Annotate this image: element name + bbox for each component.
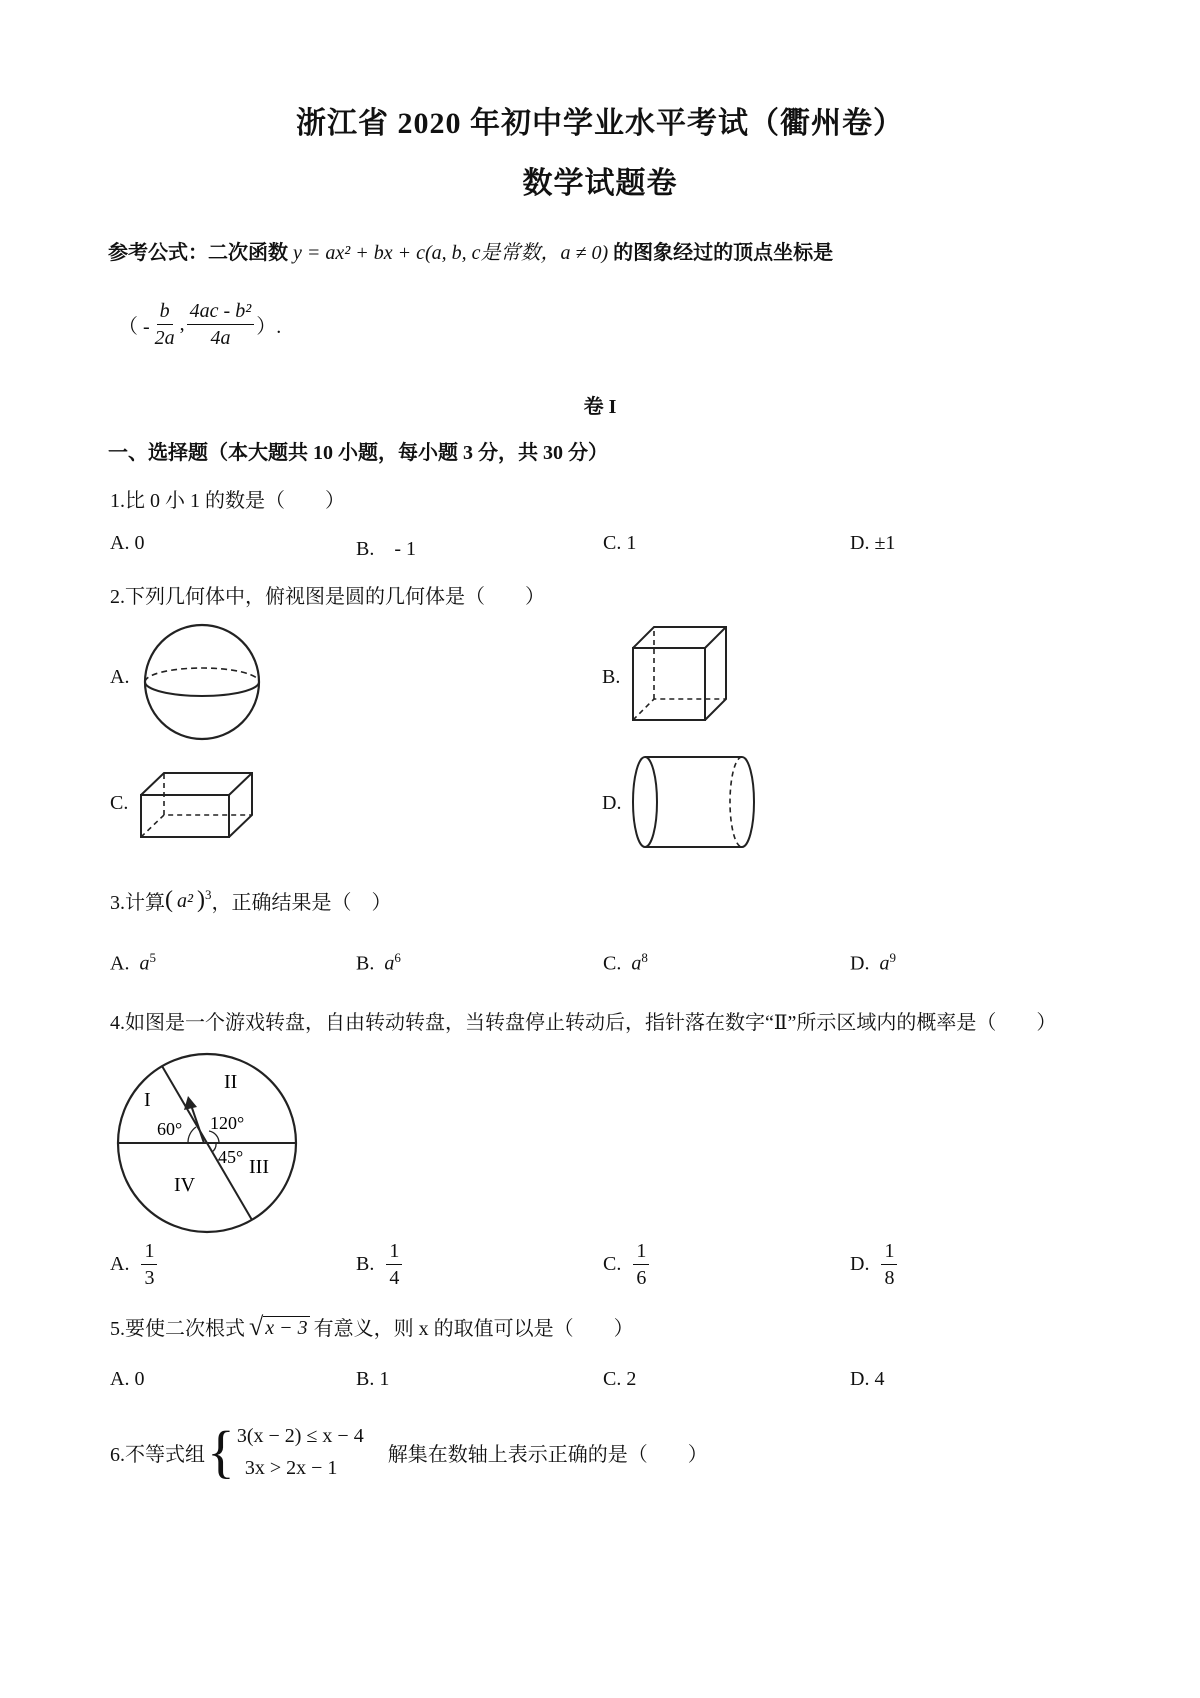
sphere-figure bbox=[140, 620, 265, 745]
q5-radicand: x − 3 bbox=[265, 1316, 308, 1339]
q4-a-label: A. bbox=[110, 1253, 130, 1275]
q5-option-b: B. 1 bbox=[356, 1368, 390, 1390]
q1-option-c: C. 1 bbox=[603, 532, 637, 554]
question-3-stem bbox=[110, 886, 392, 915]
q3-b-base: a bbox=[384, 952, 395, 975]
q2-option-d: D. bbox=[602, 792, 622, 814]
q5-option-c: C. 2 bbox=[603, 1368, 637, 1390]
q4-d-label: D. bbox=[850, 1253, 870, 1275]
q4-option-b bbox=[356, 1240, 404, 1289]
q3-expression: ( a² )$^3$ bbox=[165, 887, 212, 913]
vertex-close: ）. bbox=[256, 316, 282, 338]
q4-b-label: B. bbox=[356, 1253, 375, 1275]
q4-c-den: 6 bbox=[636, 1267, 647, 1289]
volume-label: 卷 I bbox=[583, 396, 617, 418]
vertex-separator: , bbox=[179, 313, 185, 335]
q3-b-exp: 6 bbox=[394, 950, 401, 965]
brace-icon: { bbox=[207, 1419, 235, 1484]
q3-a-label: A. bbox=[110, 952, 130, 975]
cube-figure bbox=[630, 624, 730, 724]
q5-suffix: 有意义，则 x 的取值可以是（ ） bbox=[313, 1318, 634, 1340]
q2-option-a: A. bbox=[110, 666, 130, 688]
region-iii-label: III bbox=[249, 1156, 269, 1178]
radical-sign-icon: √ bbox=[249, 1311, 264, 1341]
q5-option-a: A. 0 bbox=[110, 1368, 145, 1390]
q3-c-base: a bbox=[631, 952, 642, 975]
cuboid-figure bbox=[138, 770, 256, 840]
vertex-open: （ - bbox=[118, 316, 150, 338]
q4-c-num: 1 bbox=[633, 1240, 649, 1265]
q4-c-label: C. bbox=[603, 1253, 622, 1275]
question-5-stem bbox=[110, 1312, 634, 1341]
vertex-y-fraction bbox=[187, 300, 255, 349]
vertex-y-numerator: 4ac - b² bbox=[187, 300, 255, 325]
q3-option-c bbox=[603, 950, 648, 976]
page-subtitle: 数学试题卷 bbox=[522, 167, 678, 200]
spinner-figure bbox=[112, 1048, 302, 1238]
q5-radical bbox=[249, 1311, 310, 1341]
q1-option-b: B. - 1 bbox=[356, 538, 416, 560]
q4-d-fraction bbox=[881, 1240, 897, 1289]
angle-60-label: 60° bbox=[157, 1119, 183, 1139]
formula-label: 参考公式：二次函数 bbox=[108, 242, 288, 264]
vertex-x-denominator: 2a bbox=[154, 327, 175, 349]
page-title: 浙江省 2020 年初中学业水平考试（衢州卷） bbox=[296, 107, 904, 140]
q4-b-den: 4 bbox=[389, 1267, 400, 1289]
q3-a-exp: 5 bbox=[149, 950, 156, 965]
q3-prefix: 3.计算 bbox=[110, 892, 165, 914]
vertex-x-numerator: b bbox=[157, 300, 173, 325]
q1-option-a: A. 0 bbox=[110, 532, 145, 554]
q4-option-c bbox=[603, 1240, 651, 1289]
question-4-stem: 4.如图是一个游戏转盘，自由转动转盘，当转盘停止转动后，指针落在数字“Ⅱ”所示区域内的概率是（ ） bbox=[110, 1012, 1057, 1034]
q4-option-d bbox=[850, 1240, 899, 1289]
q2-option-c: C. bbox=[110, 792, 129, 814]
section-heading: 一、选择题（本大题共 10 小题，每小题 3 分，共 30 分） bbox=[108, 442, 608, 464]
q6-suffix: 解集在数轴上表示正确的是（ ） bbox=[387, 1443, 708, 1466]
q3-c-exp: 8 bbox=[641, 950, 648, 965]
q3-a-base: a bbox=[139, 952, 150, 975]
formula-expr: y = ax² + bx + c(a, b, c是常数，a ≠ 0) bbox=[293, 242, 609, 264]
angle-120-label: 120° bbox=[210, 1113, 245, 1133]
region-iv-label: IV bbox=[174, 1174, 196, 1196]
question-6-stem bbox=[110, 1420, 708, 1484]
q6-system bbox=[237, 1420, 364, 1484]
q4-b-fraction bbox=[386, 1240, 402, 1289]
question-2-stem: 2.下列几何体中，俯视图是圆的几何体是（ ） bbox=[110, 586, 545, 608]
q5-option-d: D. 4 bbox=[850, 1368, 885, 1390]
cylinder-figure bbox=[630, 752, 760, 852]
q4-d-num: 1 bbox=[881, 1240, 897, 1265]
q4-c-fraction bbox=[633, 1240, 649, 1289]
vertex-x-fraction bbox=[152, 300, 178, 349]
q3-d-label: D. bbox=[850, 952, 870, 975]
q4-b-num: 1 bbox=[386, 1240, 402, 1265]
region-ii-label: II bbox=[224, 1071, 238, 1093]
q3-d-exp: 9 bbox=[889, 950, 896, 965]
q3-option-d bbox=[850, 950, 896, 976]
q3-outer-exponent: 3 bbox=[205, 887, 212, 902]
reference-formula bbox=[108, 236, 833, 265]
q3-d-base: a bbox=[879, 952, 890, 975]
q3-option-b bbox=[356, 950, 401, 976]
angle-45-label: 45° bbox=[218, 1147, 244, 1167]
q3-inner: a² bbox=[177, 890, 193, 912]
q6-inequality-2: 3x > 2x − 1 bbox=[244, 1457, 338, 1479]
q1-option-d: D. ±1 bbox=[850, 532, 896, 554]
q4-a-den: 3 bbox=[144, 1267, 155, 1289]
q6-prefix: 6.不等式组 bbox=[110, 1443, 205, 1466]
question-1-stem: 1.比 0 小 1 的数是（ ） bbox=[110, 490, 345, 512]
q4-a-num: 1 bbox=[141, 1240, 157, 1265]
vertex-y-denominator: 4a bbox=[210, 327, 231, 349]
q5-prefix: 5.要使二次根式 bbox=[110, 1318, 245, 1340]
q6-inequality-1: 3(x − 2) ≤ x − 4 bbox=[236, 1425, 364, 1447]
q4-d-den: 8 bbox=[884, 1267, 895, 1289]
q4-option-a bbox=[110, 1240, 159, 1289]
formula-tail: 的图象经过的顶点坐标是 bbox=[613, 242, 834, 264]
q2-option-b: B. bbox=[602, 666, 621, 688]
q4-a-fraction bbox=[141, 1240, 157, 1289]
q3-suffix: ，正确结果是（ ） bbox=[211, 892, 392, 914]
q3-c-label: C. bbox=[603, 952, 622, 975]
vertex-formula bbox=[118, 300, 281, 349]
region-i-label: I bbox=[144, 1089, 151, 1111]
q3-b-label: B. bbox=[356, 952, 375, 975]
q3-option-a bbox=[110, 950, 156, 976]
